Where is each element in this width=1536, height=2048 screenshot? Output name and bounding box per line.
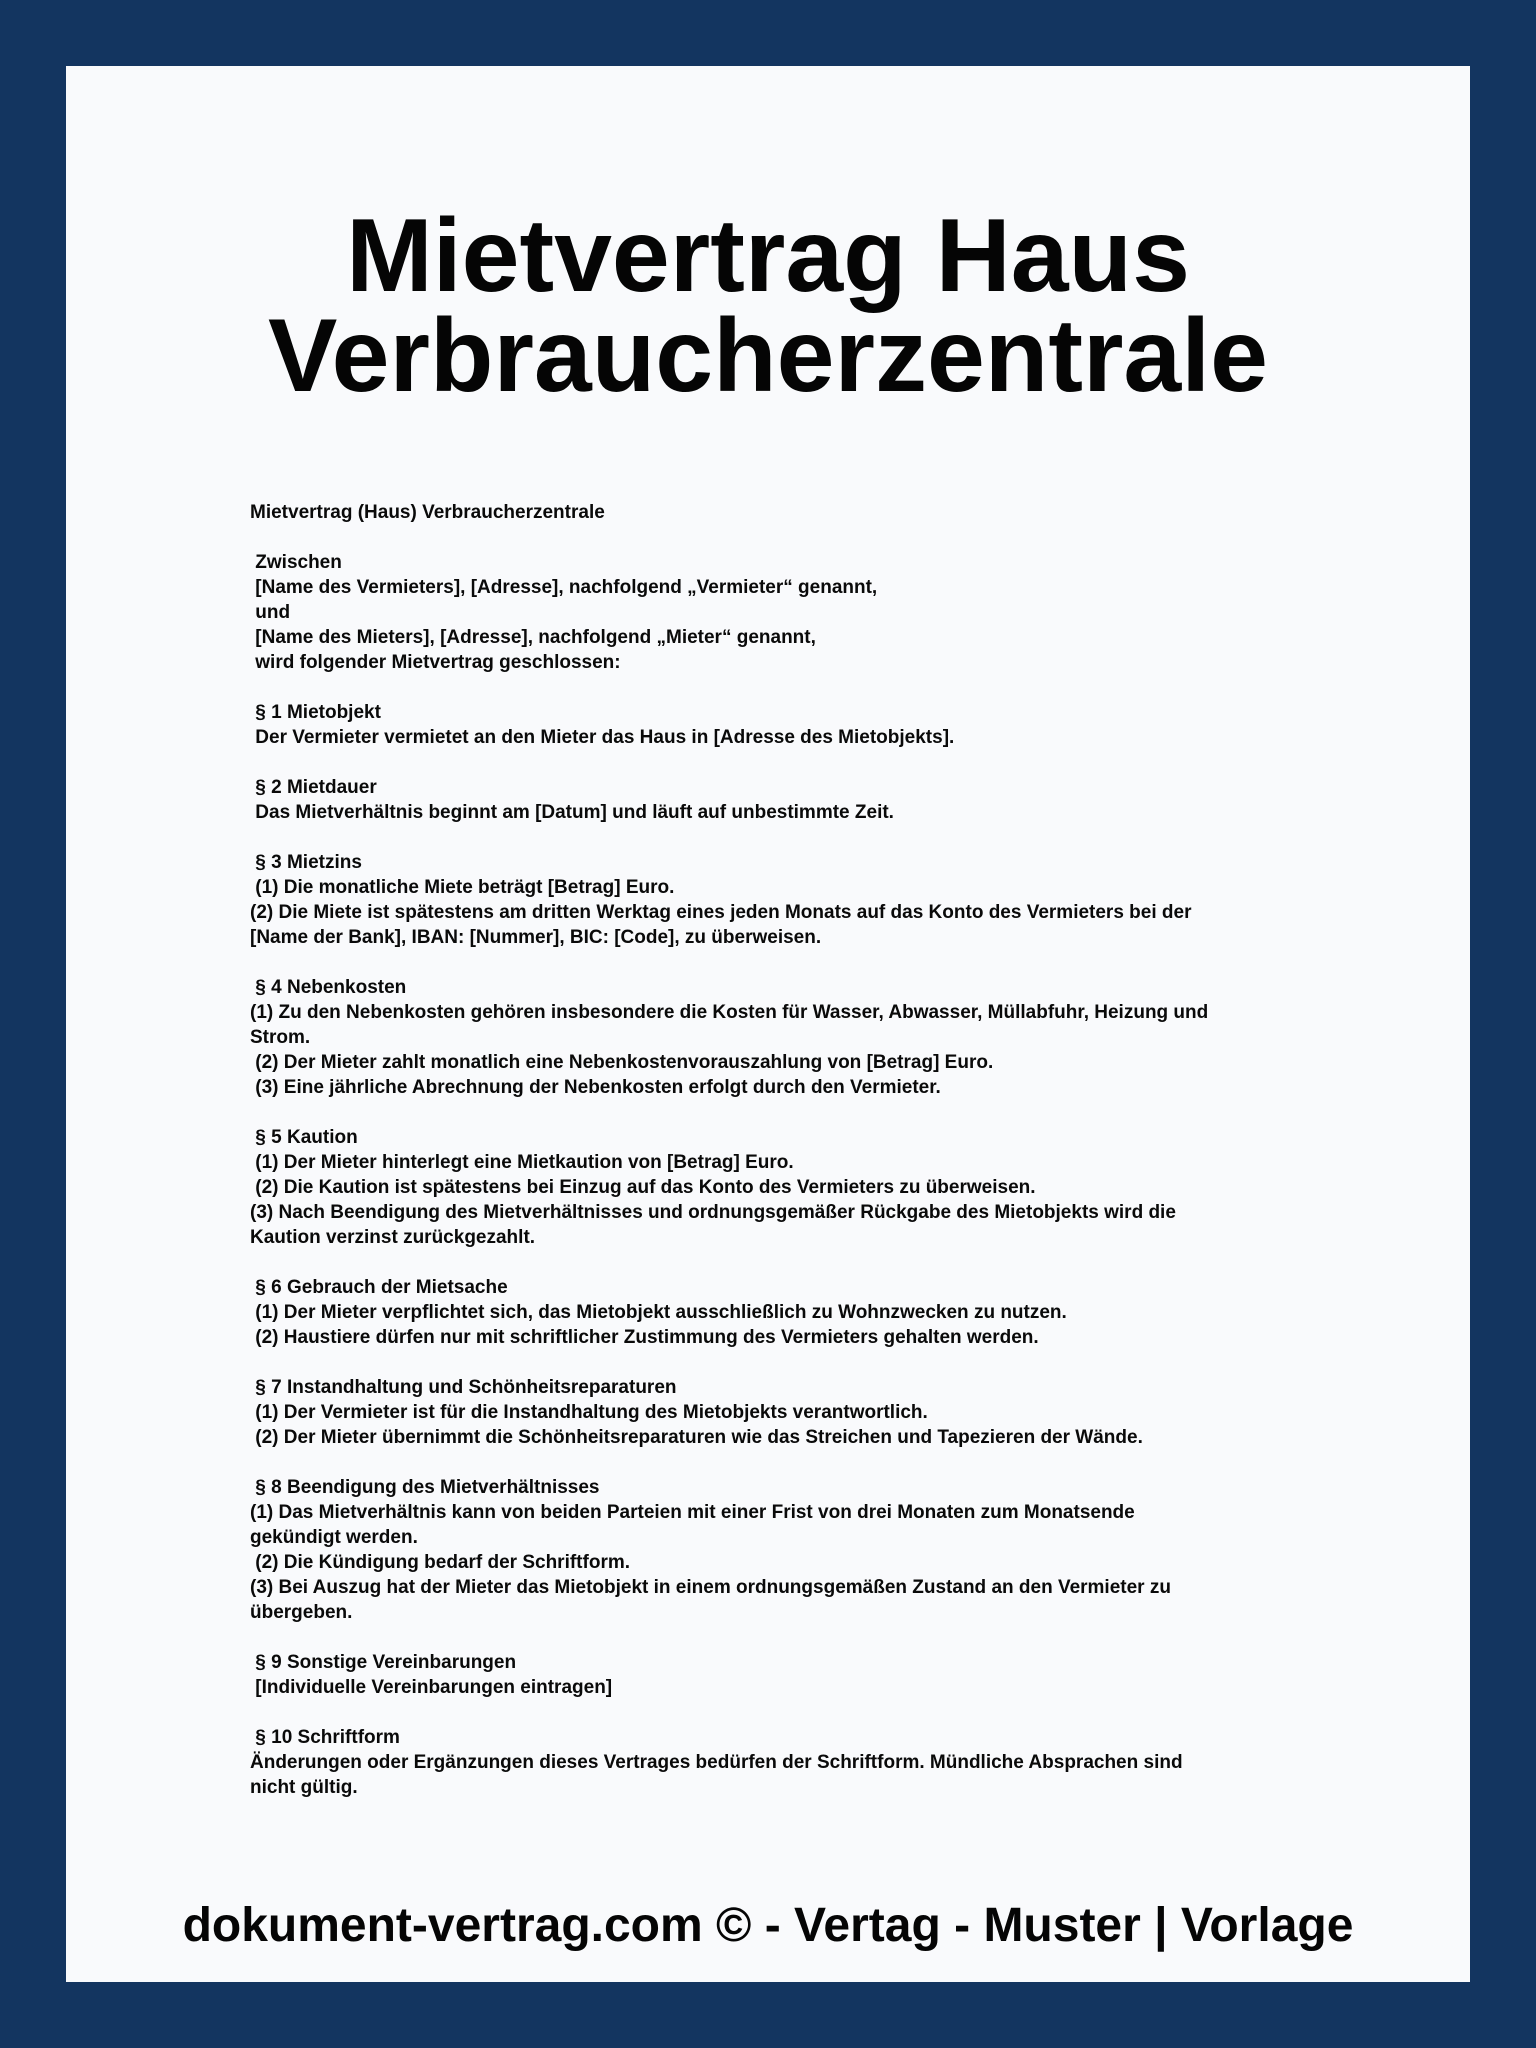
blank-line — [250, 675, 1330, 700]
contract-line: § 8 Beendigung des Mietverhältnisses — [250, 1477, 600, 1498]
blank-line — [250, 750, 1330, 775]
contract-line: Strom. — [250, 1027, 311, 1048]
contract-line: (1) Das Mietverhältnis kann von beiden Parteien mit einer Frist von drei Monaten zum Monatsende — [250, 1502, 1135, 1523]
blank-line — [250, 1625, 1330, 1650]
contract-line: [Individuelle Vereinbarungen eintragen] — [250, 1677, 613, 1698]
title-line-1: Mietvertrag Haus — [346, 198, 1190, 314]
contract-line: (2) Der Mieter zahlt monatlich eine Nebenkostenvorauszahlung von [Betrag] Euro. — [250, 1052, 994, 1073]
contract-line: (2) Die Miete ist spätestens am dritten Werktag eines jeden Monats auf das Konto des Vermieters bei der — [250, 902, 1192, 923]
contract-line: (1) Zu den Nebenkosten gehören insbesondere die Kosten für Wasser, Abwasser, Müllabfuhr, Heizung und — [250, 1002, 1209, 1023]
blank-line — [250, 1700, 1330, 1725]
contract-line: (2) Der Mieter übernimmt die Schönheitsreparaturen wie das Streichen und Tapezieren der Wände. — [250, 1427, 1143, 1448]
contract-line: [Name des Mieters], [Adresse], nachfolgend „Mieter“ genannt, — [250, 627, 816, 648]
blank-line — [250, 1450, 1330, 1475]
contract-line: (1) Der Mieter verpflichtet sich, das Mietobjekt ausschließlich zu Wohnzwecken zu nutzen. — [250, 1302, 1067, 1323]
contract-line: Zwischen — [250, 552, 342, 573]
contract-line: (1) Der Mieter hinterlegt eine Mietkaution von [Betrag] Euro. — [250, 1152, 794, 1173]
contract-line: gekündigt werden. — [250, 1527, 418, 1548]
footer-website-credit: dokument-vertrag.com © - Vertag - Muster | Vorlage — [182, 1899, 1354, 1952]
contract-line: § 5 Kaution — [250, 1127, 358, 1148]
blank-line — [250, 825, 1330, 850]
document-title — [66, 198, 1470, 414]
contract-line: § 10 Schriftform — [250, 1727, 400, 1748]
contract-line: § 4 Nebenkosten — [250, 977, 407, 998]
contract-body — [250, 500, 1330, 1800]
contract-line: übergeben. — [250, 1602, 353, 1623]
contract-line: (3) Eine jährliche Abrechnung der Nebenkosten erfolgt durch den Vermieter. — [250, 1077, 941, 1098]
contract-line: § 1 Mietobjekt — [250, 702, 381, 723]
contract-line: Änderungen oder Ergänzungen dieses Vertrages bedürfen der Schriftform. Mündliche Absprachen sind — [250, 1752, 1183, 1773]
contract-line: (1) Der Vermieter ist für die Instandhaltung des Mietobjekts verantwortlich. — [250, 1402, 928, 1423]
contract-line: § 7 Instandhaltung und Schönheitsreparaturen — [250, 1377, 677, 1398]
contract-line: (2) Haustiere dürfen nur mit schriftlicher Zustimmung des Vermieters gehalten werden. — [250, 1327, 1039, 1348]
blank-line — [250, 1350, 1330, 1375]
contract-line: Der Vermieter vermietet an den Mieter das Haus in [Adresse des Mietobjekts]. — [250, 727, 955, 748]
contract-line: (2) Die Kaution ist spätestens bei Einzug auf das Konto des Vermieters zu überweisen. — [250, 1177, 1036, 1198]
contract-line: [Name der Bank], IBAN: [Nummer], BIC: [Code], zu überweisen. — [250, 927, 822, 948]
contract-line: (3) Nach Beendigung des Mietverhältnisses und ordnungsgemäßer Rückgabe des Mietobjekts wird die — [250, 1202, 1176, 1223]
contract-line: wird folgender Mietvertrag geschlossen: — [250, 652, 621, 673]
contract-line: Das Mietverhältnis beginnt am [Datum] und läuft auf unbestimmte Zeit. — [250, 802, 894, 823]
contract-line: § 6 Gebrauch der Mietsache — [250, 1277, 508, 1298]
blank-line — [250, 525, 1330, 550]
contract-line: (2) Die Kündigung bedarf der Schriftform. — [250, 1552, 631, 1573]
contract-line: [Name des Vermieters], [Adresse], nachfolgend „Vermieter“ genannt, — [250, 577, 878, 598]
contract-line: und — [250, 602, 291, 623]
title-line-2: Verbraucherzentrale — [267, 298, 1269, 414]
contract-line: § 9 Sonstige Vereinbarungen — [250, 1652, 517, 1673]
contract-line: nicht gültig. — [250, 1777, 358, 1798]
document-sheet — [66, 66, 1470, 1982]
contract-line: (3) Bei Auszug hat der Mieter das Mietobjekt in einem ordnungsgemäßen Zustand an den Vermieter zu — [250, 1577, 1171, 1598]
blank-line — [250, 1100, 1330, 1125]
contract-line: (1) Die monatliche Miete beträgt [Betrag] Euro. — [250, 877, 675, 898]
contract-line: Mietvertrag (Haus) Verbraucherzentrale — [250, 502, 605, 523]
contract-line: § 2 Mietdauer — [250, 777, 377, 798]
blank-line — [250, 950, 1330, 975]
contract-line: § 3 Mietzins — [250, 852, 362, 873]
contract-line: Kaution verzinst zurückgezahlt. — [250, 1227, 536, 1248]
blank-line — [250, 1250, 1330, 1275]
